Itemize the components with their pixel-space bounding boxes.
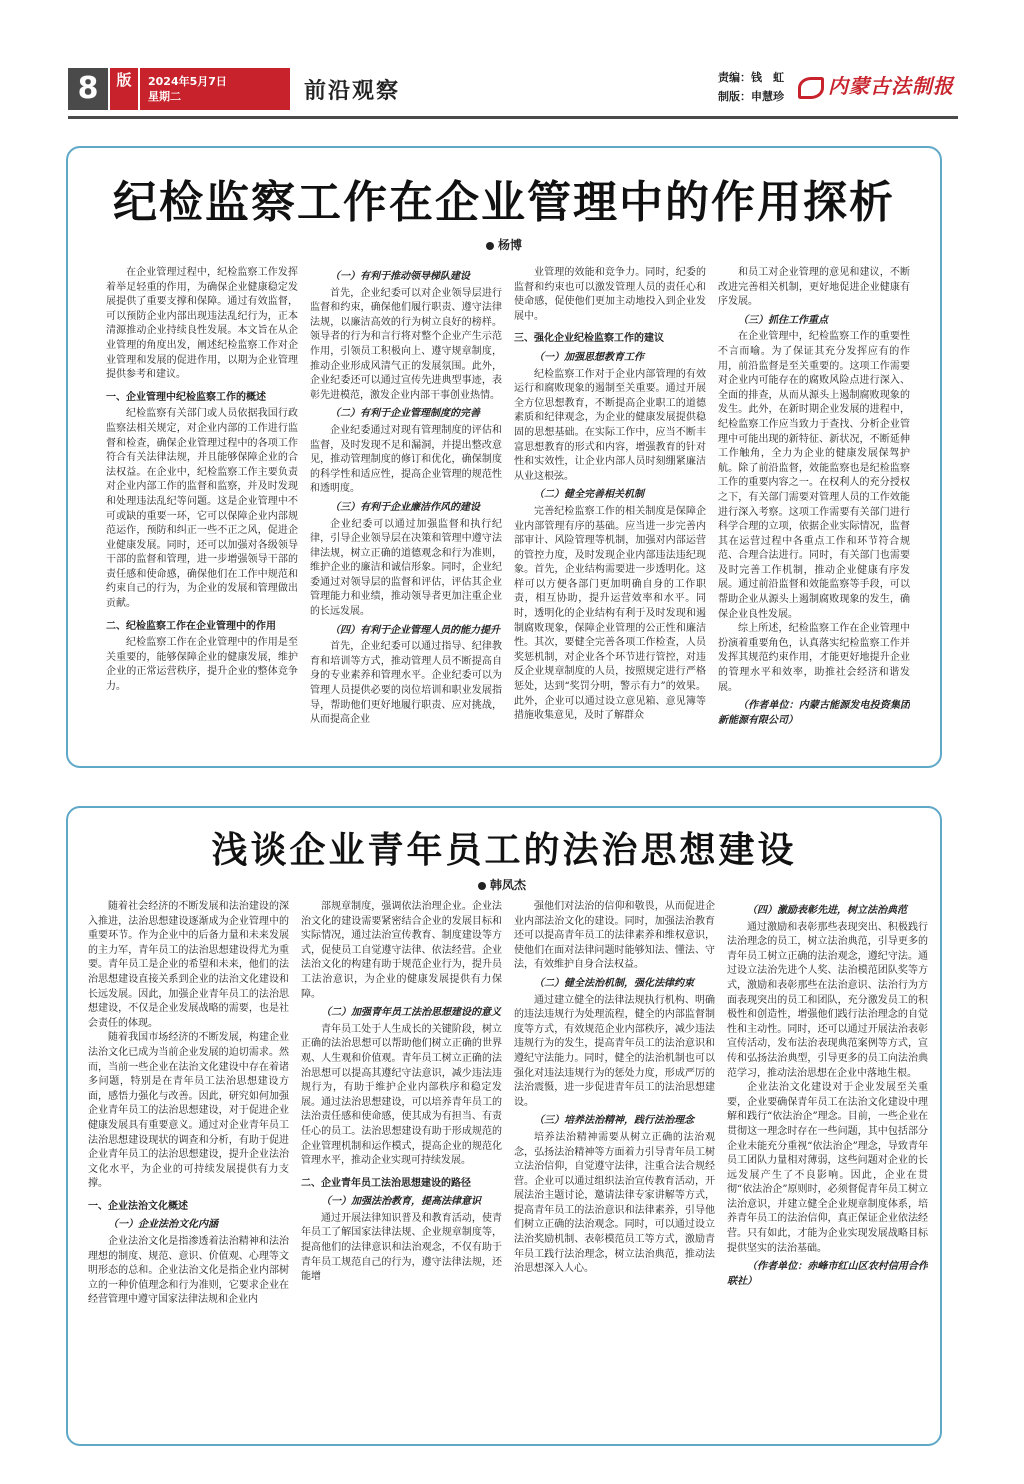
logo-icon <box>798 77 824 99</box>
layout-line: 制版：申慧珍 <box>718 90 784 103</box>
issue-weekday: 星期二 <box>148 90 181 103</box>
section-heading: （二）加强青年员工法治思想建设的意义 <box>321 1007 501 1019</box>
paragraph: 企业纪委可以通过加强监督和执行纪律，引导企业领导层在决策和管理中遵守法律法规，树立正确的道德观念和行为准则，维护企业的廉洁和诚信形象。同时，企业纪委通过对领导层的监督和评估，评估其企业管理能力和业绩，推动领导者更加注重企业的长远发展。 <box>310 518 502 618</box>
section-heading: （四）有利于企业管理人员的能力提升 <box>330 624 500 636</box>
section-heading: （二）健全完善相关机制 <box>534 489 644 501</box>
article-1-body <box>106 266 910 756</box>
paragraph: 首先，企业纪委可以对企业领导层进行监督和约束，确保他们履行职责、遵守法律法规，以廉洁高效的行为树立良好的榜样。领导者的行为和言行将对整个企业产生示范作用，引领员工积极向上、遵守规章制度，推动企业形成风清气正的发展氛围。此外，企业纪委还可以通过宣传先进典型事迹，表彰先进模范，激发企业内部干事创业热情。 <box>310 287 502 401</box>
paragraph: 通过开展法律知识普及和教育活动，使青年员工了解国家法律法规、企业规章制度等，提高他们的法律意识和法治观念，不仅有助于青年员工规范自己的行为，遵守法律法规，还能增 <box>301 1212 502 1283</box>
paragraph: 纪检监察工作在企业管理中的作用是至关重要的，能够保障企业的健康发展，维护企业的正常运营秩序，提升企业的整体竞争力。 <box>106 637 298 693</box>
paragraph: 业管理的效能和竞争力。同时，纪委的监督和约束也可以激发管理人员的责任心和使命感，促使他们更加主动地投入到企业发展中。 <box>514 267 706 322</box>
article-2-byline <box>478 876 526 893</box>
article-1-column-1 <box>106 266 298 756</box>
paragraph: 培养法治精神需要从树立正确的法治观念，弘扬法治精神等方面着力引导青年员工树立法治信仰，自觉遵守法律，注重合法合规经营。企业可以通过组织法治宣传教育活动，开展法治主题讨论，邀请法律专家讲解等方式，提高青年员工的法治意识和法律素养，引导他们树立正确的法治观念。同时，可以通过设立法治奖励机制、表彰模范员工等方式，激励青年员工践行法治理念，树立法治典范，推动法治思想深入人心。 <box>514 1131 715 1275</box>
article-2-column-1 <box>88 900 289 1436</box>
header-divider <box>68 116 958 119</box>
paragraph: 首先，企业纪委可以通过指导、纪律教育和培训等方式，推动管理人员不断提高自身的专业素养和管理水平。企业纪委可以为管理人员提供必要的岗位培训和职业发展指导，帮助他们更好地履行职责、应对挑战，从而提高企业 <box>310 641 502 726</box>
article-2-author: 韩凤杰 <box>490 878 527 892</box>
section-heading: （三）有利于企业廉洁作风的建设 <box>330 501 480 513</box>
paragraph: 通过激励和表彰那些表现突出、积极践行法治理念的员工，树立法治典范，引导更多的青年员工树立正确的法治观念，遵纪守法。通过设立法治先进个人奖、法治模范团队奖等方式，激励和表彰那些在法治意识、法治行为方面表现突出的员工和团队，充分激发员工的积极性和创造性，增强他们践行法治理念的自觉性和主动性。同时，还可以通过开展法治表彰宣传活动，发布法治表现典范案例等方式，宣传和弘扬法治典型，引导更多的员工向法治典范学习，推动法治思想在企业中落地生根。 <box>727 921 928 1079</box>
article-1-column-4 <box>718 266 910 756</box>
paragraph: 完善纪检监察工作的相关制度是保障企业内部管理有序的基础。应当进一步完善内部审计、风险管理等机制，加强对内部运营的管控力度，及时发现企业内部违法违纪现象。首先，企业结构需要进一步透明化。这样可以方便各部门更加明确自身的工作职责，相互协助，提升运营效率和水平。同时，透明化的企业结构有利于及时发现和遏制腐败现象，保障企业管理的公正性和廉洁性。其次，要健全完善各项工作检查，人员奖惩机制，对企业各个环节进行管控，对违反企业规章制度的人员，按照规定进行严格惩处，达到“奖罚分明，警示有力”的效果。此外，企业可以通过设立意见箱、意见簿等措施收集意见，及时了解群众 <box>514 505 706 722</box>
editor-line: 责编：钱 虹 <box>718 71 784 84</box>
section-heading: 二、企业青年员工法治思想建设的路径 <box>301 1177 471 1189</box>
article-1-author: 杨博 <box>498 238 523 252</box>
section-heading: 一、企业管理中纪检监察工作的概述 <box>106 391 266 403</box>
article-1-byline <box>486 236 522 253</box>
bullet-icon <box>486 242 494 250</box>
paragraph: 青年员工处于人生成长的关键阶段，树立正确的法治思想可以帮助他们树立正确的世界观、人生观和价值观。青年员工树立正确的法治思想可以提高其遵纪守法意识，减少违法违规行为，有助于维护企业内部秩序和稳定发展。通过法治思想建设，可以培养青年员工的法治责任感和使命感，使其成为有担当、有责任心的员工。法治思想建设有助于形成规范的企业管理机制和运作模式，提高企业的规范化管理水平，推动企业实现可持续发展。 <box>301 1023 502 1167</box>
paragraph: 综上所述，纪检监察工作在企业管理中扮演着重要角色，认真落实纪检监察工作并发挥其规范约束作用，才能更好地提升企业的管理水平和效率，助推社会经济和谐发展。 <box>718 623 910 693</box>
section-heading: （二）健全法治机制，强化法律约束 <box>534 977 694 989</box>
paragraph: 强他们对法治的信仰和敬畏，从而促进企业内部法治文化的建设。同时，加强法治教育还可以提高青年员工的法律素养和维权意识，使他们在面对法律问题时能够知法、懂法、守法，有效维护自身合法权益。 <box>514 901 715 971</box>
section-heading: （二）有利于企业管理制度的完善 <box>330 408 480 420</box>
masthead <box>68 64 958 120</box>
editor-credits <box>718 68 784 106</box>
paragraph: 纪检监察工作对于企业内部管理的有效运行和腐败现象的遏制至关重要。通过开展全方位思想教育，不断提高企业职工的道德素质和纪律观念，为企业的健康发展提供稳固的思想基础。在实际工作中，应当不断丰富思想教育的形式和内容，增强教育的针对性和实效性，让企业内部人员时刻绷紧廉洁从业这根弦。 <box>514 368 706 482</box>
paragraph: 在企业管理过程中，纪检监察工作发挥着举足轻重的作用，为确保企业健康稳定发展提供了重要支撑和保障。通过有效监督，可以预防企业内部出现违法乱纪行为，正本清源推动企业持续良性发展。本文旨在从企业管理的角度出发，阐述纪检监察工作对企业管理和发展的促进作用，以期为企业管理提供参考和建议。 <box>106 267 298 381</box>
issue-date: 2024年5月7日 <box>148 75 227 88</box>
article-1-column-3 <box>514 266 706 756</box>
bullet-icon <box>478 882 486 890</box>
section-title: 前沿观察 <box>304 79 401 104</box>
section-heading: 三、强化企业纪检监察工作的建议 <box>514 333 664 345</box>
paragraph: 纪检监察有关部门或人员依据我国行政监察法相关规定，对企业内部的工作进行监督和检查，确保企业管理过程中的各项工作符合有关法律法规，并且能够保障企业的合法权益。在企业中，纪检监察工作主要负责对企业内部工作的监督和监察，并及时发现和处理违法乱纪等问题。这是企业管理中不可或缺的重要一环，它可以保障企业内部规范运作，预防和纠正一些不正之风，促进企业健康发展。同时，还可以加强对各级领导干部的监督和管理，进一步增强领导干部的责任感和使命感，确保他们在工作中规范和约束自己的行为，为企业的发展和管理做出贡献。 <box>106 408 298 610</box>
paragraph: 企业纪委通过对现有管理制度的评估和监督，及时发现不足和漏洞，并提出整改意见，推动管理制度的修订和优化，确保制度的科学性和适应性，提高企业管理的规范性和透明度。 <box>310 424 502 495</box>
section-heading: （一）企业法治文化内涵 <box>108 1219 218 1231</box>
section-heading: 二、纪检监察工作在企业管理中的作用 <box>106 620 276 632</box>
author-affiliation: （作者单位：内蒙古能源发电投资集团新能源有限公司） <box>718 700 910 726</box>
section-heading: （一）有利于推动领导梯队建设 <box>330 271 470 282</box>
section-heading: （三）抓住工作重点 <box>738 314 828 326</box>
article-2-column-3 <box>514 900 715 1436</box>
article-1-column-2 <box>310 266 502 756</box>
paragraph: 随着社会经济的不断发展和法治建设的深入推进，法治思想建设逐渐成为企业管理中的重要环节。作为企业中的后备力量和未来发展的主力军，青年员工的法治思想建设得尤为重要。青年员工是企业的希望和未来，他们的法治思想建设直接关系到企业的法治文化建设和长远发展。因此，加强企业青年员工的法治思想建设，不仅是企业发展战略的需要，也是社会责任的体现。 <box>88 901 289 1029</box>
section-heading: （一）加强思想教育工作 <box>534 351 644 363</box>
paragraph: 企业法治文化建设对于企业发展至关重要，企业要确保青年员工在法治文化建设中理解和践行“依法治企”理念。目前，一些企业在贯彻这一理念时存在一些问题，其中包括部分企业未能充分重视“依法治企”理念，导致青年员工团队力量相对薄弱，这些问题对企业的长远发展产生了不良影响。因此，企业在贯彻“依法治企”原则时，必须督促青年员工树立法治意识，并建立健全企业规章制度体系，培养青年员工的法治信仰，真正保证企业依法经营。只有如此，才能为企业实现发展战略目标提供坚实的法治基础。 <box>727 1082 928 1254</box>
section-heading: 一、企业法治文化概述 <box>88 1200 188 1212</box>
article-2-column-4 <box>727 900 928 1436</box>
page-label: 版 <box>110 68 138 110</box>
newspaper-logo <box>798 70 958 100</box>
paragraph: 通过建立健全的法律法规执行机构、明确的违法违规行为处理流程，健全的内部监督制度等方式，有效规范企业内部秩序，减少违法违规行为的发生，提高青年员工的法治意识和遵纪守法能力。同时，健全的法治机制也可以强化对违法违规行为的惩处力度，形成严厉的法治震慑，进一步促进青年员工的法治思想建设。 <box>514 994 715 1108</box>
section-heading: （三）培养法治精神，践行法治理念 <box>534 1115 694 1127</box>
article-2-body <box>88 900 928 1436</box>
article-1-title: 纪检监察工作在企业管理中的作用探析 <box>113 177 895 228</box>
section-heading: （一）加强法治教育，提高法律意识 <box>321 1196 481 1208</box>
paragraph: 和员工对企业管理的意见和建议，不断改进完善相关机制，更好地促进企业健康有序发展。 <box>718 267 910 308</box>
paragraph: 在企业管理中，纪检监察工作的重要性不言而喻。为了保证其充分发挥应有的作用，前沿监督是至关重要的。这项工作需要对企业内可能存在的腐败风险点进行深入、全面的排查，从而从源头上遏制腐败现象的发生。此外，在新时期企业发展的进程中，纪检监察工作应当致力于查找、分析企业管理中可能出现的新特征、新状况，不断延伸工作触角，全力为企业的健康发展保驾护航。除了前沿监督，效能监察也是纪检监察工作的重要内容之一。在权利人的充分授权之下，有关部门需要对管理人员的工作效能进行深入考察。这项工作需要有关部门进行科学合理的立项，依据企业实际情况，监督其在运营过程中各重点工作和环节符合规范、合理合法进行。同时，有关部门也需要及时完善工作机制，推动企业健康有序发展。通过前沿监督和效能监察等手段，可以帮助企业从源头上遏制腐败现象的发生，确保企业良性发展。 <box>718 331 910 620</box>
paragraph: 随着我国市场经济的不断发展，构建企业法治文化已成为当前企业发展的迫切需求。然而，当前一些企业在法治文化建设中存在着诸多问题，特别是在青年员工法治思想建设方面，感悟力强化与改善。因此，研究如何加强企业青年员工的法治思想建设，对于促进企业健康发展具有重要意义。通过对企业青年员工法治思想建设现状的调查和分析，有助于促进企业青年员工的法治思想建设，提升企业法治文化水平，为企业的可持续发展提供有力支撑。 <box>88 1032 289 1190</box>
page-number: 8 <box>68 68 108 110</box>
article-2-title: 浅谈企业青年员工的法治思想建设 <box>211 829 797 871</box>
article-2-column-2 <box>301 900 502 1436</box>
paragraph: 企业法治文化是指渗透着法治精神和法治理想的制度、规范、意识、价值观、心理等文明形态的总和。企业法治文化是指企业内部树立的一种价值理念和行为准则，它要求企业在经营管理中遵守国家法律法规和企业内 <box>88 1236 289 1306</box>
date-box <box>140 68 290 110</box>
author-affiliation: （作者单位：赤峰市红山区农村信用合作联社） <box>727 1261 928 1287</box>
section-heading: （四）激励表彰先进，树立法治典范 <box>747 905 907 916</box>
article-2-frame <box>66 806 942 1446</box>
newspaper-name: 内蒙古法制报 <box>828 74 954 98</box>
paragraph: 部规章制度，强调依法治理企业。企业法治文化的建设需要紧密结合企业的发展目标和实际情况，通过法治宣传教育、制度建设等方式，促使员工自觉遵守法律、依法经营。企业法治文化的构建有助于规范企业行为，提升员工法治意识，为企业的健康发展提供有力保障。 <box>301 901 502 1000</box>
article-1-frame <box>66 146 942 768</box>
